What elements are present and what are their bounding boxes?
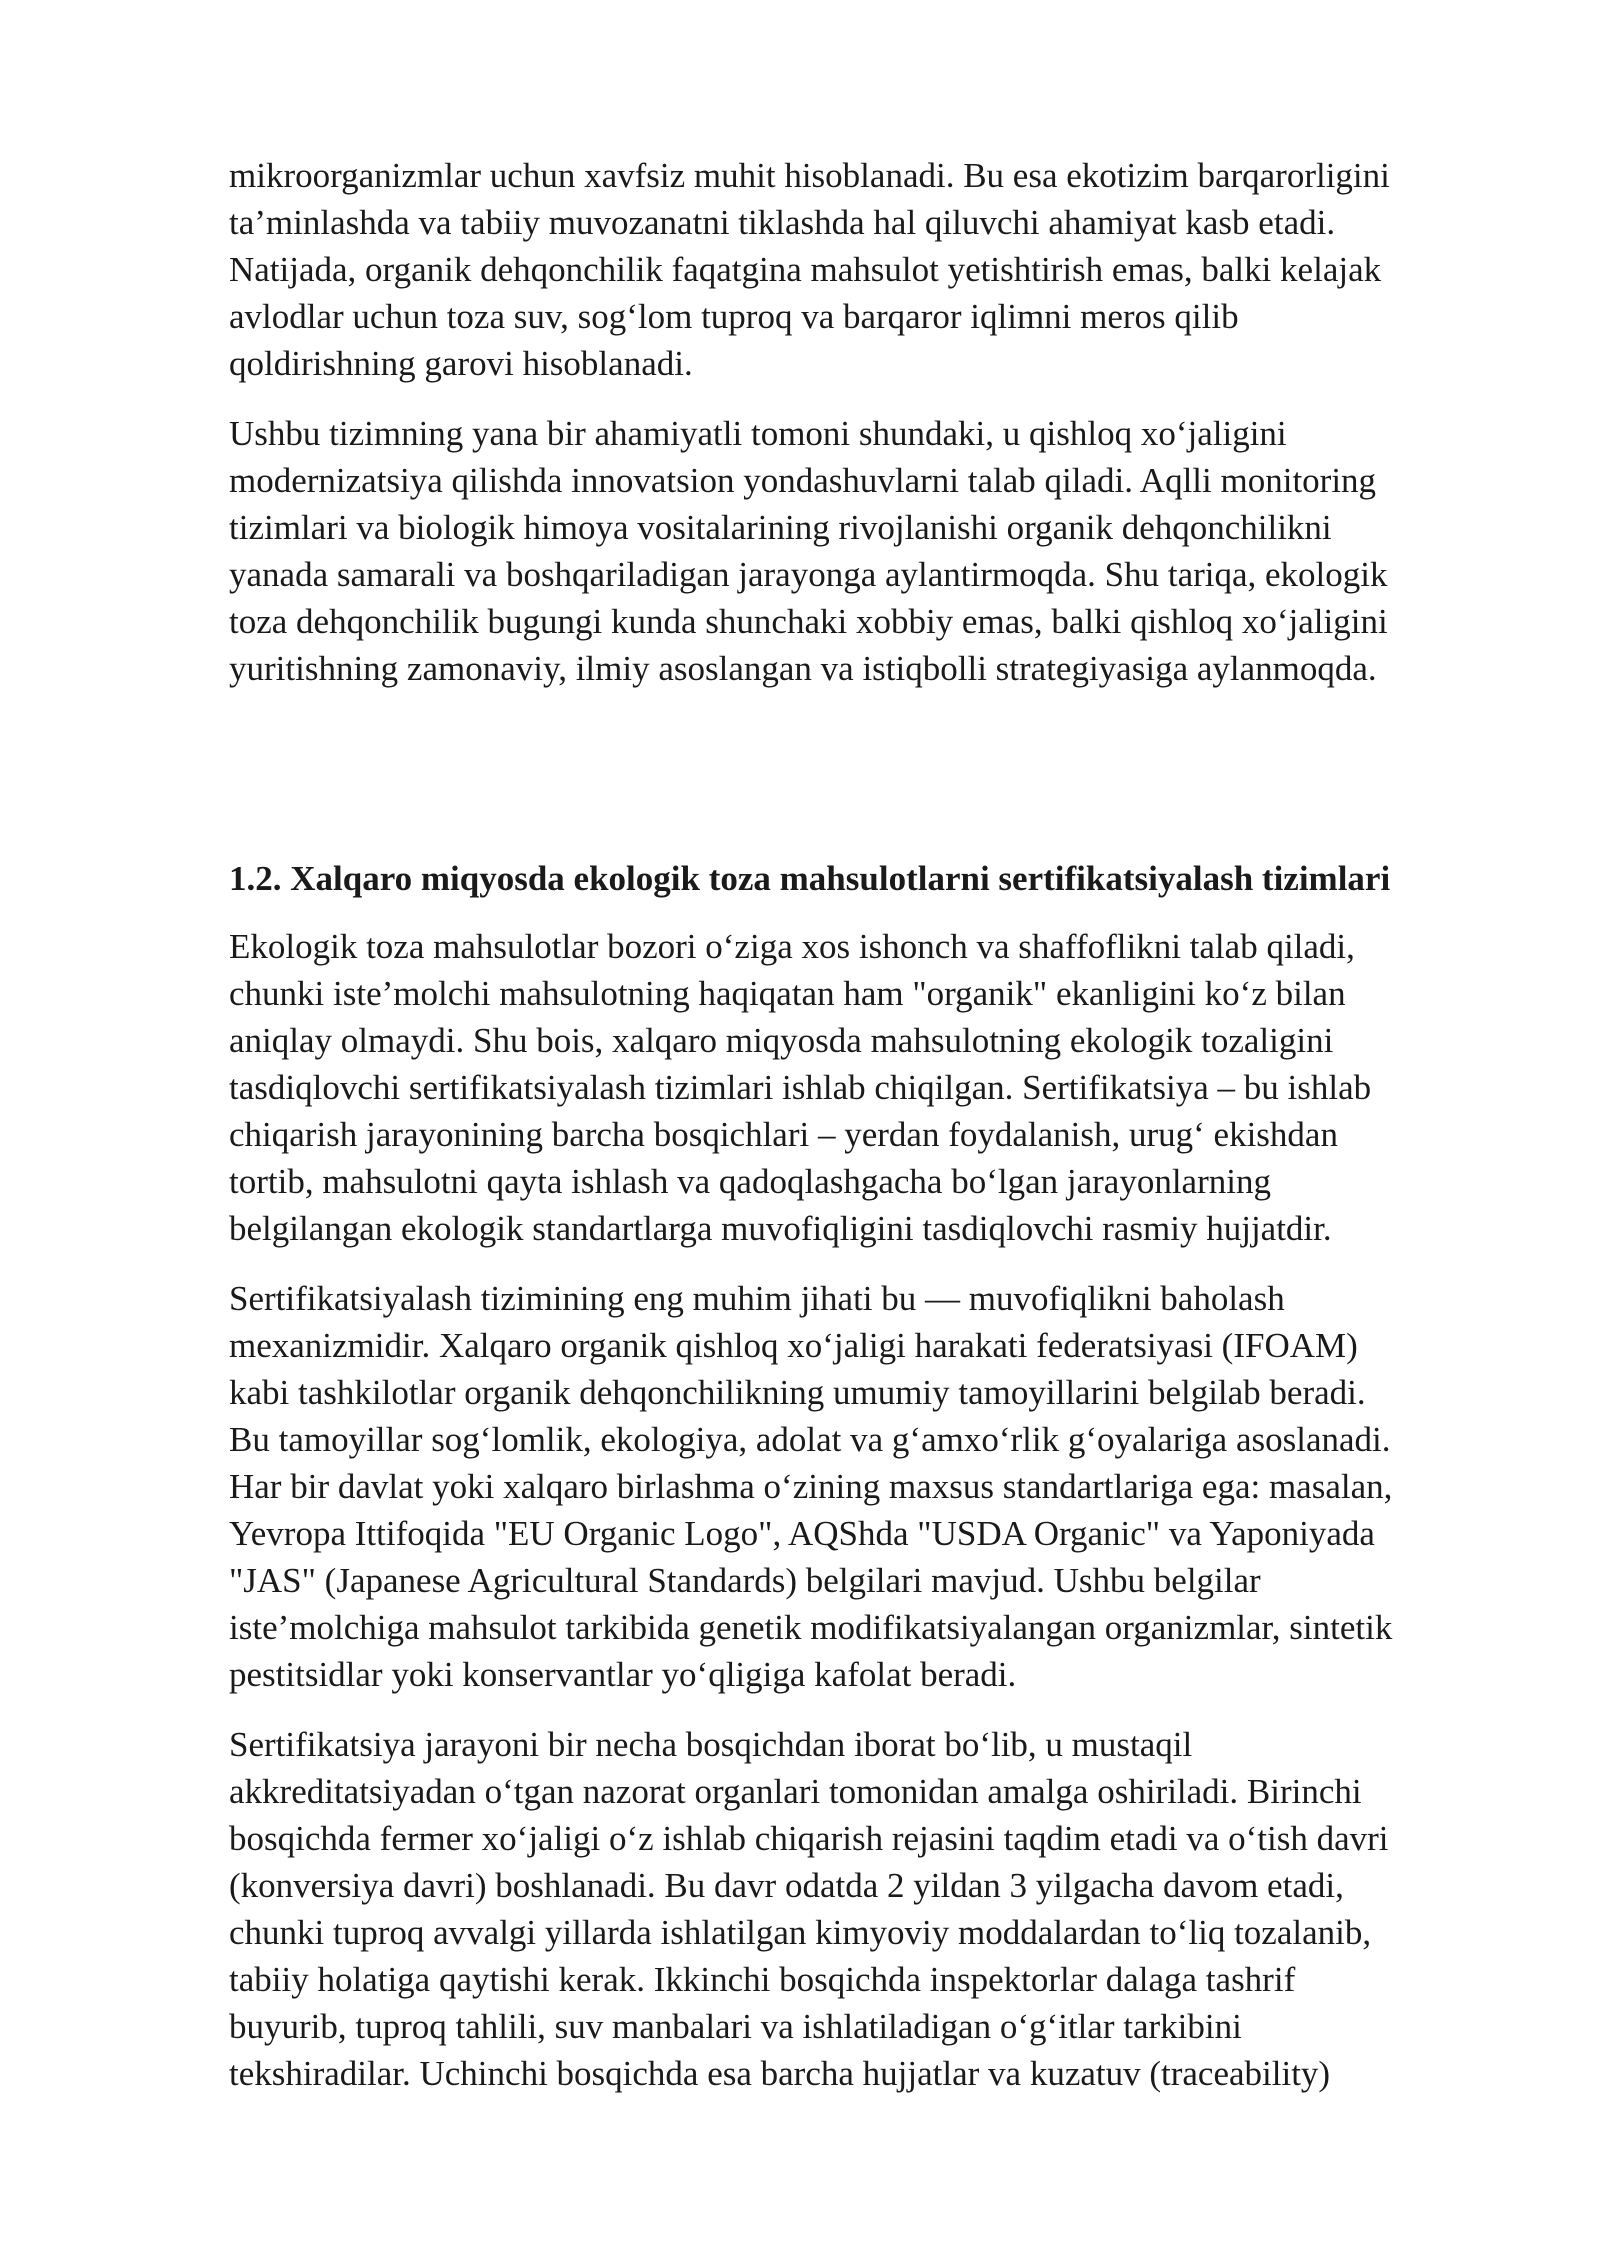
text-line: akkreditatsiyadan o‘tgan nazorat organlari tomonidan amalga oshiriladi. Birinchi: [229, 1772, 1362, 1811]
text-line: Ushbu tizimning yana bir ahamiyatli tomoni shundaki, u qishloq xo‘jaligini: [229, 414, 1287, 453]
text-line: mexanizmidir. Xalqaro organik qishloq xo‘jaligi harakati federatsiyasi (IFOAM): [229, 1326, 1358, 1365]
text-line: chiqarish jarayonining barcha bosqichlari – yerdan foydalanish, urug‘ ekishdan: [229, 1115, 1338, 1154]
text-line: tizimlari va biologik himoya vositalarining rivojlanishi organik dehqonchilikni: [229, 508, 1332, 547]
text-line: Har bir davlat yoki xalqaro birlashma o‘zining maxsus standartlariga ega: masalan,: [229, 1467, 1393, 1506]
text-line: iste’molchiga mahsulot tarkibida genetik modifikatsiyalangan organizmlar, sintetik: [229, 1608, 1393, 1647]
text-line: Bu tamoyillar sog‘lomlik, ekologiya, adolat va g‘amxo‘rlik g‘oyalariga asoslanadi.: [229, 1420, 1391, 1459]
paragraph: [229, 1721, 1529, 2097]
text-line: belgilangan ekologik standartlarga muvofiqligini tasdiqlovchi rasmiy hujjatdir.: [229, 1209, 1332, 1248]
text-line: tabiiy holatiga qaytishi kerak. Ikkinchi bosqichda inspektorlar dalaga tashrif: [229, 1960, 1296, 1999]
section-heading: 1.2. Xalqaro miqyosda ekologik toza mahsulotlarni sertifikatsiyalash tizimlari: [229, 859, 1391, 898]
text-line: mikroorganizmlar uchun xavfsiz muhit hisoblanadi. Bu esa ekotizim barqarorligini: [229, 156, 1390, 195]
text-line: Yevropa Ittifoqida "EU Organic Logo", AQShda "USDA Organic" va Yaponiyada: [229, 1514, 1375, 1553]
text-line: bosqichda fermer xo‘jaligi o‘z ishlab chiqarish rejasini taqdim etadi va o‘tish davri: [229, 1819, 1389, 1858]
text-line: Natijada, organik dehqonchilik faqatgina mahsulot yetishtirish emas, balki kelajak: [229, 250, 1382, 289]
paragraph: [229, 923, 1529, 1252]
paragraph: [229, 410, 1529, 692]
text-line: chunki tuproq avvalgi yillarda ishlatilgan kimyoviy moddalardan to‘liq tozalanib,: [229, 1913, 1372, 1952]
text-line: pestitsidlar yoki konservantlar yo‘qligiga kafolat beradi.: [229, 1655, 1017, 1694]
text-line: "JAS" (Japanese Agricultural Standards) belgilari mavjud. Ushbu belgilar: [229, 1561, 1261, 1600]
document-page: [229, 152, 1529, 2120]
text-line: tortib, mahsulotni qayta ishlash va qadoqlashgacha bo‘lgan jarayonlarning: [229, 1162, 1271, 1201]
text-line: aniqlay olmaydi. Shu bois, xalqaro miqyosda mahsulotning ekologik tozaligini: [229, 1021, 1334, 1060]
text-line: (konversiya davri) boshlanadi. Bu davr odatda 2 yildan 3 yilgacha davom etadi,: [229, 1866, 1344, 1905]
text-line: yuritishning zamonaviy, ilmiy asoslangan va istiqbolli strategiyasiga aylanmoqda.: [229, 649, 1377, 688]
text-line: avlodlar uchun toza suv, sog‘lom tuproq va barqaror iqlimni meros qilib: [229, 297, 1239, 336]
paragraph: [229, 1275, 1529, 1698]
text-line: kabi tashkilotlar organik dehqonchilikning umumiy tamoyillarini belgilab beradi.: [229, 1373, 1366, 1412]
text-line: yanada samarali va boshqariladigan jarayonga aylantirmoqda. Shu tariqa, ekologik: [229, 555, 1388, 594]
text-line: chunki iste’molchi mahsulotning haqiqatan ham "organik" ekanligini ko‘z bilan: [229, 974, 1346, 1013]
text-line: toza dehqonchilik bugungi kunda shunchaki xobbiy emas, balki qishloq xo‘jaligini: [229, 602, 1388, 641]
text-line: Sertifikatsiya jarayoni bir necha bosqichdan iborat bo‘lib, u mustaqil: [229, 1725, 1193, 1764]
text-line: tekshiradilar. Uchinchi bosqichda esa barcha hujjatlar va kuzatuv (traceability): [229, 2054, 1331, 2093]
paragraph: [229, 152, 1529, 387]
text-line: buyurib, tuproq tahlili, suv manbalari va ishlatiladigan o‘g‘itlar tarkibini: [229, 2007, 1242, 2046]
text-line: Ekologik toza mahsulotlar bozori o‘ziga xos ishonch va shaffoflikni talab qiladi,: [229, 927, 1355, 966]
section-spacer: [229, 715, 1529, 855]
text-line: modernizatsiya qilishda innovatsion yondashuvlarni talab qiladi. Aqlli monitoring: [229, 461, 1377, 500]
text-line: qoldirishning garovi hisoblanadi.: [229, 344, 693, 383]
text-line: tasdiqlovchi sertifikatsiyalash tizimlari ishlab chiqilgan. Sertifikatsiya – bu ishlab: [229, 1068, 1372, 1107]
text-line: Sertifikatsiyalash tizimining eng muhim jihati bu — muvofiqlikni baholash: [229, 1279, 1285, 1318]
text-line: ta’minlashda va tabiiy muvozanatni tiklashda hal qiluvchi ahamiyat kasb etadi.: [229, 203, 1336, 242]
